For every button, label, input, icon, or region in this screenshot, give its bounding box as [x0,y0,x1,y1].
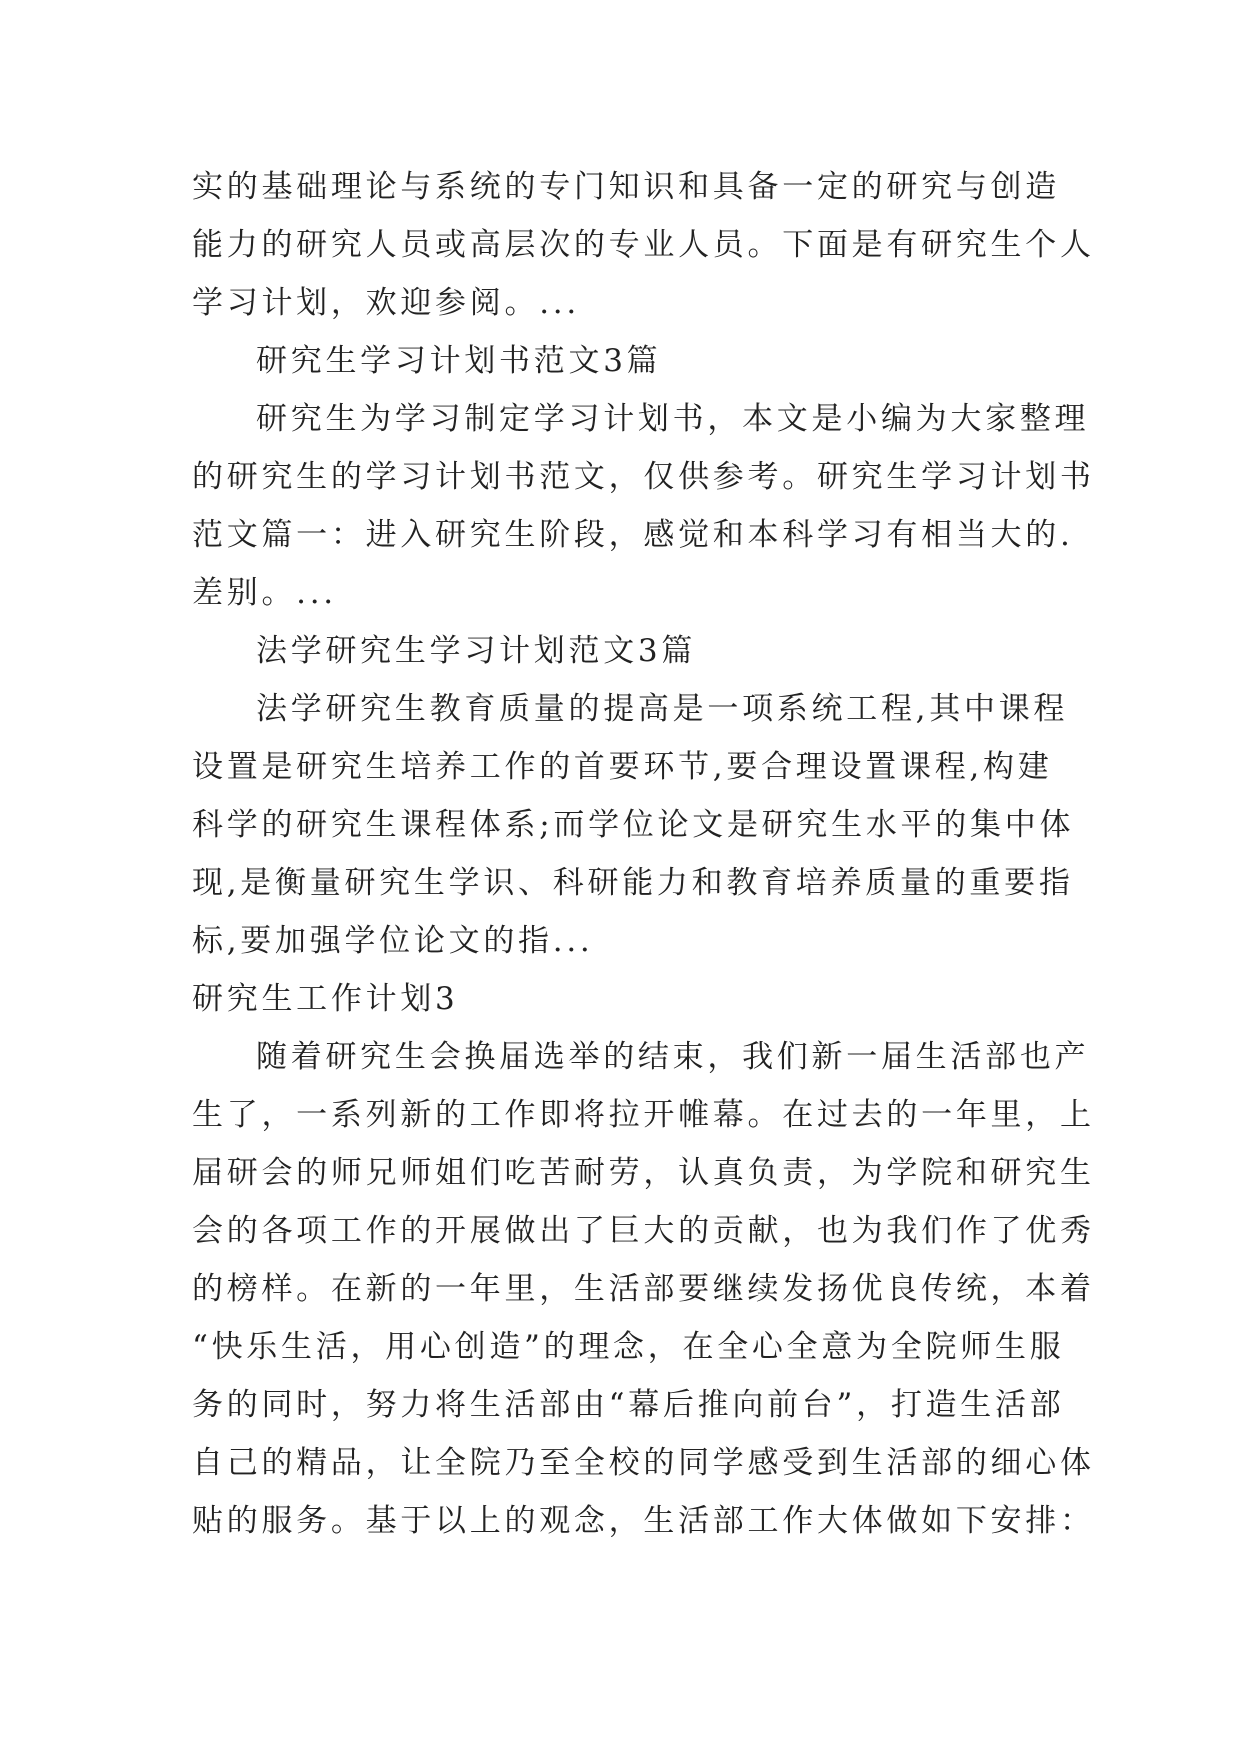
text-line: 范文篇一：进入研究生阶段，感觉和本科学习有相当大的. [192,517,1074,553]
text-line: 设置是研究生培养工作的首要环节,要合理设置课程,构建 [192,749,1053,785]
section-title: 研究生学习计划书范文3篇 [256,343,662,379]
text-line: 的榜样。在新的一年里，生活部要继续发扬优良传统，本着 [192,1271,1095,1307]
text-line: 能力的研究人员或高层次的专业人员。下面是有研究生个人 [192,227,1095,263]
text-line: “快乐生活，用心创造”的理念，在全心全意为全院师生服 [192,1329,1065,1365]
text-line: 会的各项工作的开展做出了巨大的贡献，也为我们作了优秀 [192,1213,1095,1249]
section-heading: 研究生工作计划3 [192,981,459,1017]
text-line: 贴的服务。基于以上的观念，生活部工作大体做如下安排： [192,1503,1095,1539]
text-line: 随着研究生会换届选举的结束，我们新一届生活部也产 [256,1039,1090,1075]
text-line: 届研会的师兄师姐们吃苦耐劳，认真负责，为学院和研究生 [192,1155,1095,1191]
text-line: 的研究生的学习计划书范文，仅供参考。研究生学习计划书 [192,459,1095,495]
document-body [192,158,1095,1550]
text-line: 法学研究生教育质量的提高是一项系统工程,其中课程 [256,691,1069,727]
text-line: 生了，一系列新的工作即将拉开帷幕。在过去的一年里，上 [192,1097,1095,1133]
text-line: 差别。... [192,575,337,611]
text-line: 标,要加强学位论文的指... [192,923,594,959]
section-title: 法学研究生学习计划范文3篇 [256,633,697,669]
text-line: 现,是衡量研究生学识、科研能力和教育培养质量的重要指 [192,865,1074,901]
text-line: 自己的精品，让全院乃至全校的同学感受到生活部的细心体 [192,1445,1095,1481]
text-line: 实的基础理论与系统的专门知识和具备一定的研究与创造 [192,169,1060,205]
text-line: 学习计划，欢迎参阅。... [192,285,580,321]
text-line: 务的同时，努力将生活部由“幕后推向前台”，打造生活部 [192,1387,1065,1423]
text-line: 研究生为学习制定学习计划书，本文是小编为大家整理 [256,401,1090,437]
text-line: 科学的研究生课程体系;而学位论文是研究生水平的集中体 [192,807,1075,843]
